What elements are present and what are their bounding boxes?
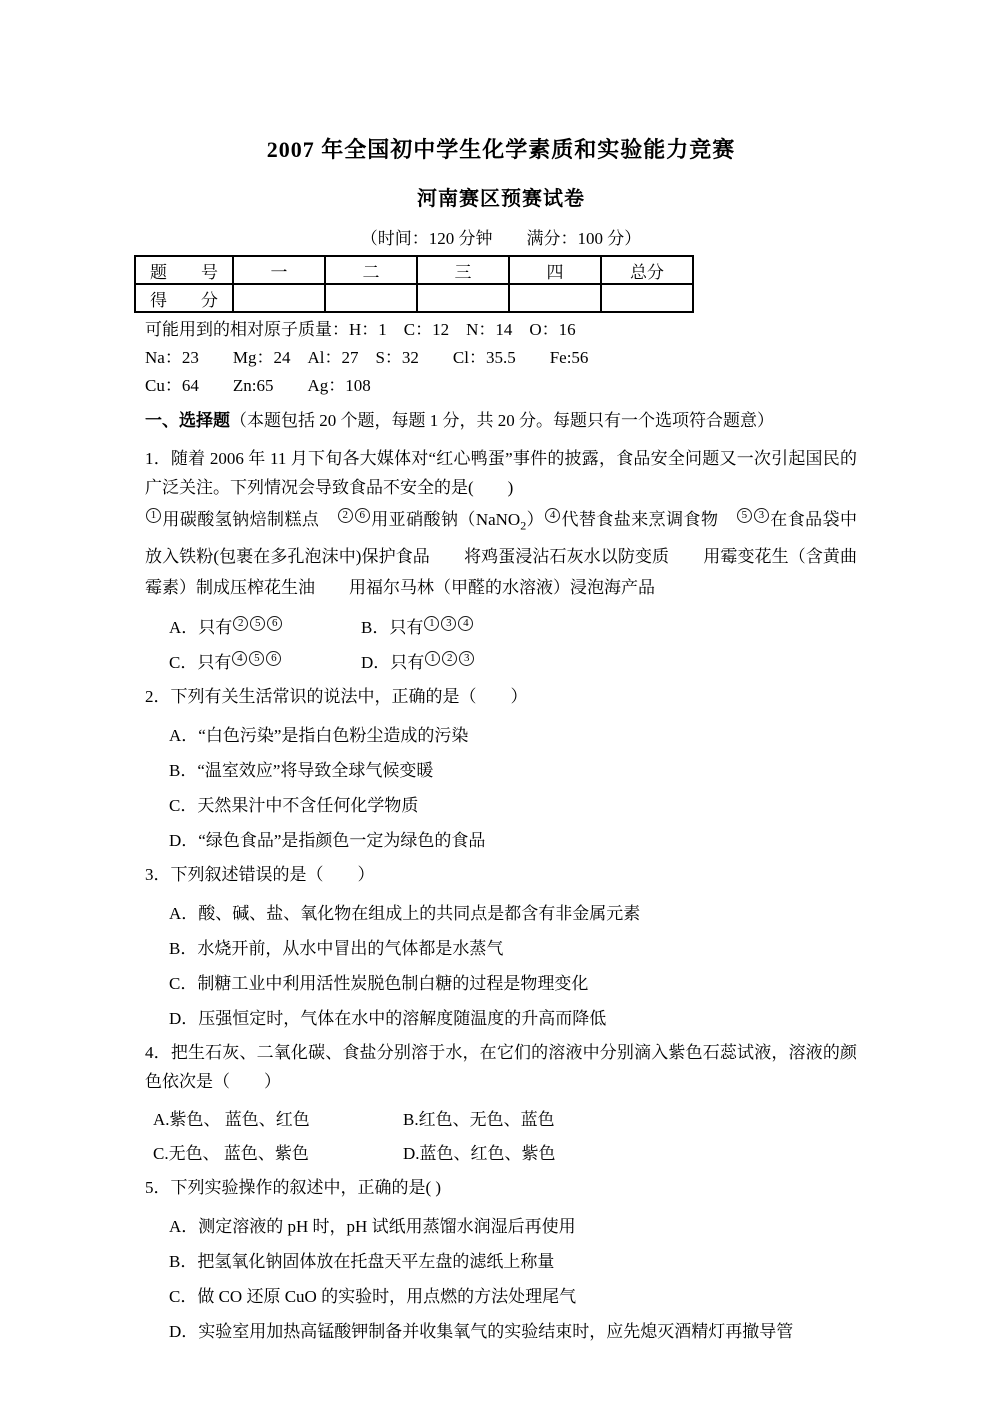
- score-header-part-1: 一: [233, 256, 325, 284]
- circled-number-icon: 6: [355, 508, 370, 523]
- question-5-stem: 5．下列实验操作的叙述中，正确的是( ): [145, 1178, 442, 1198]
- question-4-options-row-1: [153, 1109, 857, 1130]
- exam-content: [145, 136, 857, 1342]
- circled-number-icon: 3: [441, 616, 456, 631]
- question-4-option-D: D.蓝色、红色、紫色: [403, 1144, 556, 1164]
- question-1-option-C: C．只有 4 5 6: [169, 651, 361, 673]
- question-2: [145, 682, 857, 851]
- question-4: [145, 1038, 857, 1164]
- atomic-mass-note: [145, 316, 857, 400]
- circled-number-icon: 2: [442, 651, 457, 666]
- question-1: [145, 444, 857, 673]
- atomic-mass-line-2: Na：23 Mg：24 Al：27 S：32 Cl：35.5 Fe:56: [145, 348, 589, 367]
- question-1-options-row-2: [169, 651, 857, 673]
- question-5: [145, 1173, 857, 1342]
- exam-title: 2007 年全国初中学生化学素质和实验能力竞赛: [266, 137, 736, 162]
- score-table: [134, 255, 694, 313]
- exam-subtitle: 河南赛区预赛试卷: [417, 188, 585, 210]
- question-2-option-A: A．“白色污染”是指白色粉尘造成的污染: [169, 726, 469, 746]
- question-3-stem: 3．下列叙述错误的是（ ）: [145, 865, 375, 885]
- circled-number-icon: 3: [459, 651, 474, 666]
- atomic-mass-line-3: Cu：64 Zn:65 Ag：108: [145, 376, 371, 395]
- question-3: [145, 860, 857, 1029]
- question-5-option-A: A．测定溶液的 pH 时，pH 试纸用蒸馏水润湿后再使用: [169, 1217, 576, 1237]
- circled-number-icon: 2: [233, 616, 248, 631]
- score-cell-part-1: [233, 284, 325, 312]
- circled-number-icon: 1: [425, 651, 440, 666]
- question-2-option-D: D．“绿色食品”是指颜色一定为绿色的食品: [169, 831, 486, 851]
- question-1-option-A: A．只有 2 5 6: [169, 616, 361, 638]
- score-cell-total: [601, 284, 693, 312]
- score-header-question-number: 题 号: [135, 256, 233, 284]
- score-row-label: 得 分: [135, 284, 233, 312]
- atomic-mass-line-1: 可能用到的相对原子质量：H：1 C：12 N：14 O：16: [145, 320, 576, 339]
- question-2-option-C: C．天然果汁中不含任何化学物质: [169, 796, 419, 816]
- circled-number-icon: 2: [338, 508, 353, 523]
- score-header-part-4: 四: [509, 256, 601, 284]
- question-1-options-row-1: [169, 616, 857, 638]
- question-4-option-A: A.紫色、 蓝色、红色: [153, 1110, 310, 1130]
- question-2-stem: 2．下列有关生活常识的说法中，正确的是（ ）: [145, 687, 528, 707]
- question-1-stem: 1．随着 2006 年 11 月下旬各大媒体对“红心鸭蛋”事件的披露，食品安全问题又一次引起国民的广泛关注。下列情况会导致食品不安全的是( ): [145, 449, 857, 497]
- section-1-note: （本题包括 20 个题，每题 1 分，共 20 分。每题只有一个选项符合题意）: [230, 411, 774, 430]
- question-5-option-C: C．做 CO 还原 CuO 的实验时，用点燃的方法处理尾气: [169, 1287, 577, 1307]
- question-3-option-D: D．压强恒定时，气体在水中的溶解度随温度的升高而降低: [169, 1009, 607, 1029]
- score-table-header-row: [135, 256, 693, 284]
- question-1-items: 1 用碳酸氢钠焙制糕点 2 6 用亚硝酸钠（NaNO$_2$） 4 代替食盐来烹调食物 5 3 在食品袋中放入铁粉(包裹在多孔泡沫中)保护食品 将鸡蛋浸沾石灰水以防变质 用霉变花生（含黄曲霉素）制成压榨花生油 用福尔马林（甲醛的水溶液）浸泡海产品: [145, 509, 858, 598]
- section-1-label: 一、选择题: [145, 411, 230, 430]
- score-table-score-row: [135, 284, 693, 312]
- question-3-option-B: B．水烧开前，从水中冒出的气体都是水蒸气: [169, 939, 504, 959]
- exam-meta-line: （时间：120 分钟 满分：100 分）: [360, 229, 642, 248]
- score-header-total: 总分: [601, 256, 693, 284]
- score-header-part-2: 二: [325, 256, 417, 284]
- circled-number-icon: 4: [545, 508, 560, 523]
- question-5-option-D: D．实验室用加热高锰酸钾制备并收集氧气的实验结束时，应先熄灭酒精灯再撤导管: [169, 1322, 794, 1342]
- question-4-option-B: B.红色、无色、蓝色: [403, 1110, 555, 1130]
- circled-number-icon: 5: [249, 651, 264, 666]
- score-cell-part-4: [509, 284, 601, 312]
- score-cell-part-2: [325, 284, 417, 312]
- question-1-option-D: D．只有 1 2 3: [361, 653, 475, 672]
- question-4-options-row-2: [153, 1143, 857, 1164]
- circled-number-icon: 4: [232, 651, 247, 666]
- circled-number-icon: 5: [737, 508, 752, 523]
- score-header-part-3: 三: [417, 256, 509, 284]
- circled-number-icon: 5: [250, 616, 265, 631]
- question-1-option-B: B．只有 1 3 4: [361, 618, 474, 637]
- question-3-option-C: C．制糖工业中利用活性炭脱色制白糖的过程是物理变化: [169, 974, 589, 994]
- circled-number-icon: 1: [146, 508, 161, 523]
- circled-number-icon: 6: [266, 651, 281, 666]
- circled-number-icon: 4: [458, 616, 473, 631]
- question-3-option-A: A．酸、碱、盐、氧化物在组成上的共同点是都含有非金属元素: [169, 904, 641, 924]
- circled-number-icon: 1: [424, 616, 439, 631]
- question-2-option-B: B．“温室效应”将导致全球气候变暖: [169, 761, 434, 781]
- question-5-option-B: B．把氢氧化钠固体放在托盘天平左盘的滤纸上称量: [169, 1252, 555, 1272]
- score-cell-part-3: [417, 284, 509, 312]
- circled-number-icon: 6: [267, 616, 282, 631]
- circled-number-icon: 3: [754, 508, 769, 523]
- question-4-option-C: C.无色、 蓝色、紫色: [153, 1144, 309, 1164]
- question-4-stem: 4．把生石灰、二氧化碳、食盐分别溶于水，在它们的溶液中分别滴入紫色石蕊试液，溶液的颜色依次是（ ）: [145, 1043, 857, 1092]
- section-1-heading: [145, 407, 857, 435]
